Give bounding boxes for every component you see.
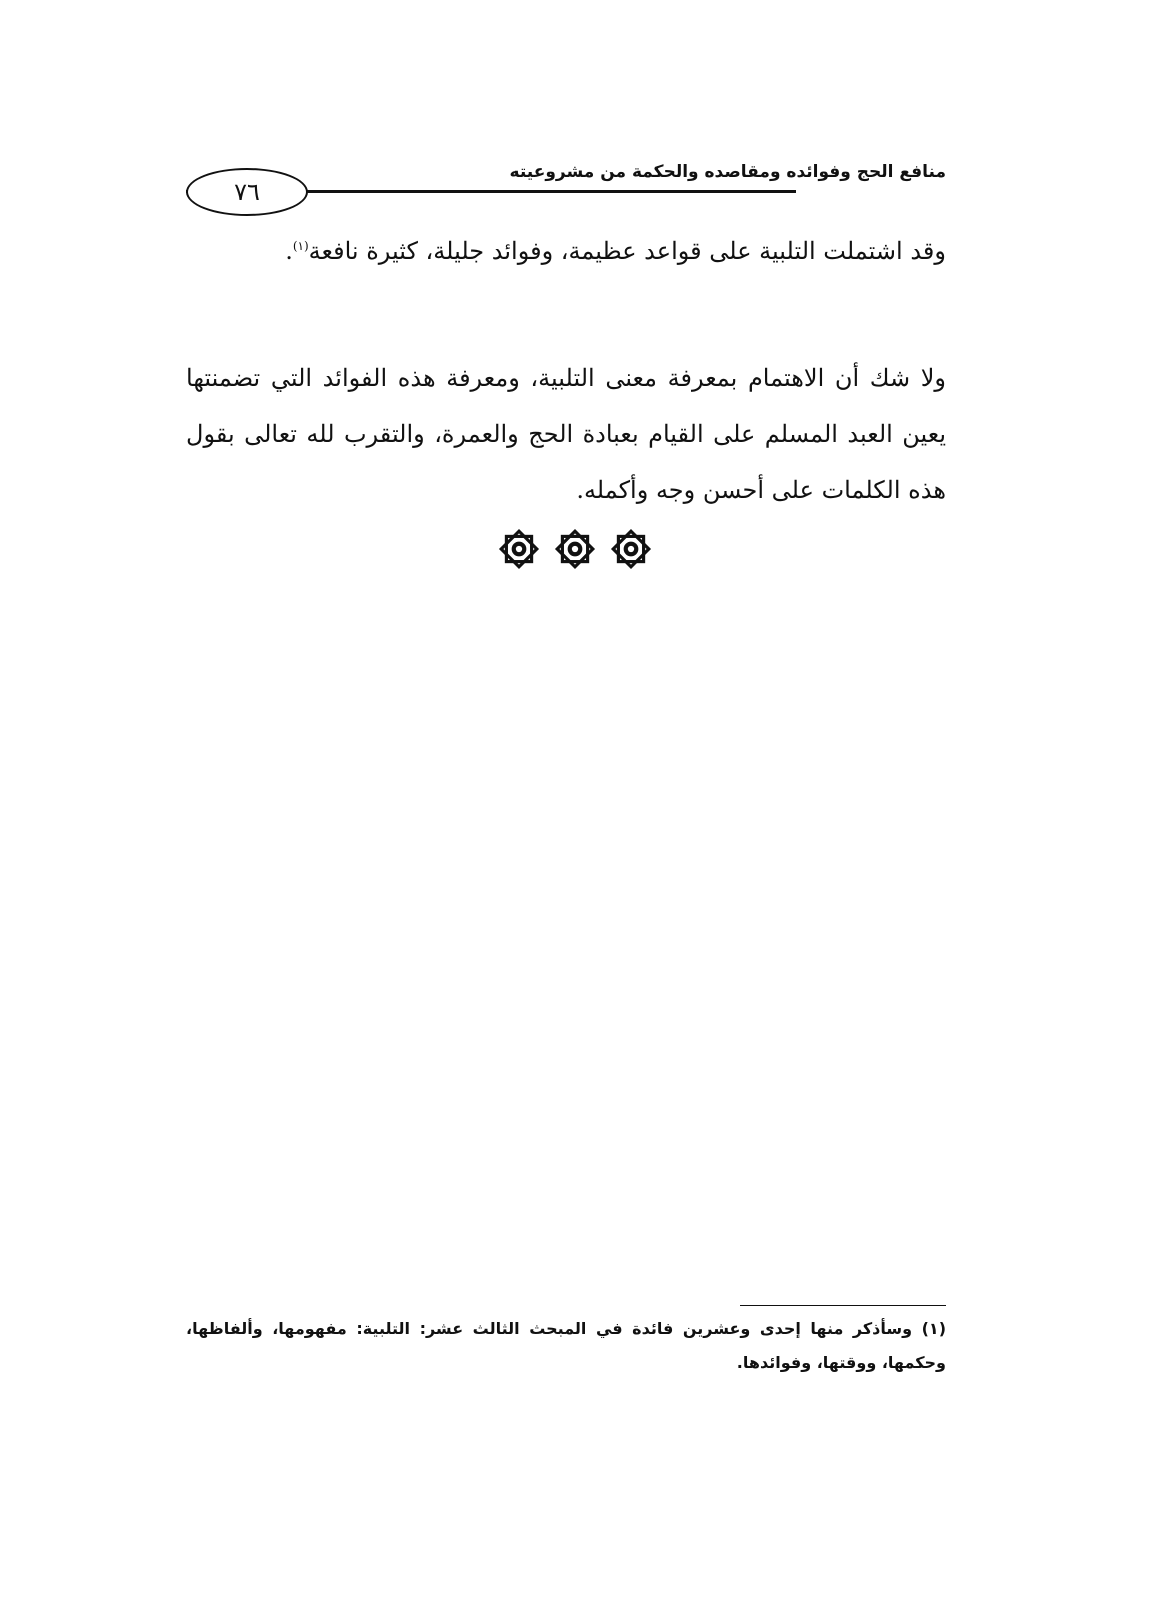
footnote-reference[interactable]: (١) [292,239,309,253]
page-number: ٧٦ [186,168,308,216]
paragraph-1-end: . [285,237,293,265]
paragraph-1 [186,218,946,279]
paragraph-2: ولا شك أن الاهتمام بمعرفة معنى التلبية، ومعرفة هذه الفوائد التي تضمنتها يعين العبد المسلم على القيام بعبادة الحج والعمرة، والتقرب لله تعالى بقول هذه الكلمات على أحسن وجه وأكمله. [186,364,946,504]
paragraph-1-text: وقد اشتملت التلبية على قواعد عظيمة، وفوائد جليلة، كثيرة نافعة [308,237,946,265]
eight-point-star-ornament-icon [554,528,596,570]
eight-point-star-ornament-icon [498,528,540,570]
section-divider-ornaments [0,528,1150,570]
eight-point-star-ornament-icon [610,528,652,570]
running-title: منافع الحج وفوائده ومقاصده والحكمة من مشروعيته [509,162,946,182]
footnote-separator [740,1305,946,1306]
footnote-1: (١) وسأذكر منها إحدى وعشرين فائدة في المبحث الثالث عشر: التلبية: مفهومها، وألفاظها، وحكمها، ووقتها، وفوائدها. [186,1319,946,1372]
page-header [186,150,946,220]
